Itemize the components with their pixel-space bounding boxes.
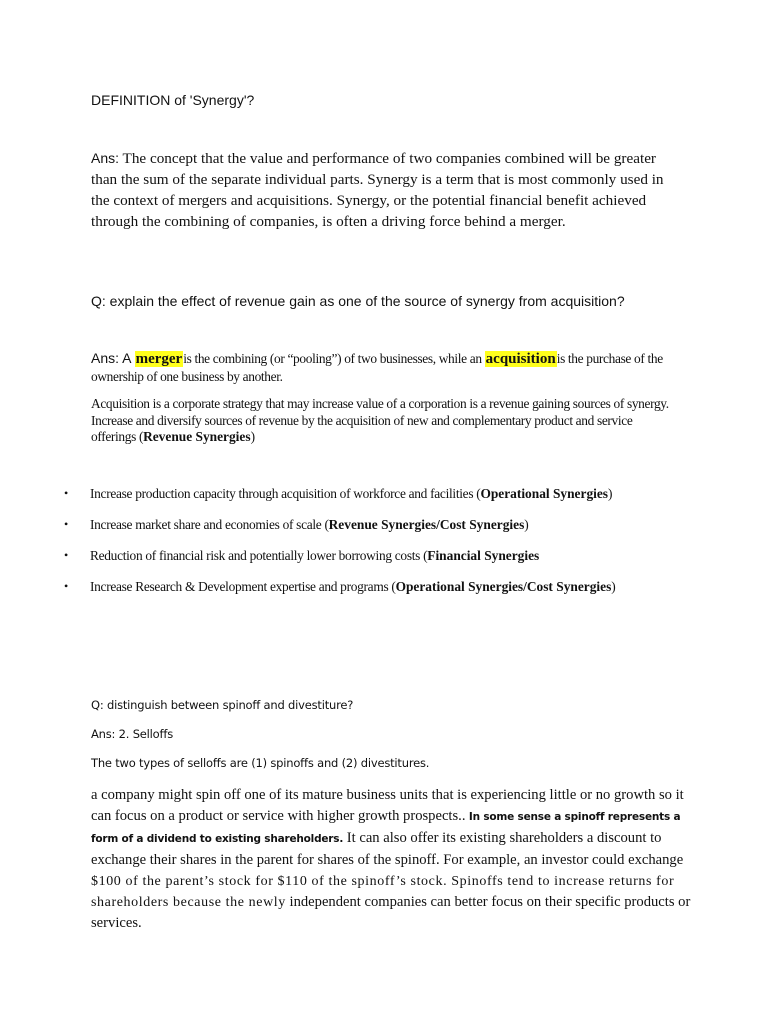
answer-merger-acquisition [91,350,671,385]
highlight-merger: merger [135,351,183,367]
spinoff-mono-text: $100 of the parent’s stock for $110 of the spinoff’s stock. Spinoffs tend to increase returns for shareholders because the newly [91,874,675,910]
synergy-bullet-list [64,478,664,602]
bullet-bold: Operational Synergies [480,486,609,501]
bullet-icon: • [64,486,68,500]
highlight-acquisition: acquisition [485,351,556,367]
bullet-bold: Revenue Synergies/Cost Synergies [328,517,525,532]
spinoff-text-3: independent companies can better focus on their specific products or services. [91,894,691,931]
bullet-bold: Operational Synergies/Cost Synergies [395,579,612,594]
bullet-close: ) [524,517,529,532]
acquisition-paragraph [91,396,671,446]
spinoff-small-text: In some sense a spinoff represents a form of a dividend to existing shareholders. [91,811,681,845]
spinoff-paragraph [91,785,691,934]
page-title: DEFINITION of 'Synergy'? [91,92,255,108]
list-item [64,478,664,509]
question-revenue-gain: Q: explain the effect of revenue gain as one of the source of synergy from acquisition? [91,293,625,309]
answer-text: The concept that the value and performance of two companies combined will be greater than the sum of the separate individual parts. Synergy is a term that is most commonly used in the context of mergers and acquisitions. Synergy, or the potential financial benefit achieved through the combining of companies, is often a driving force behind a merger. [91,150,664,230]
selloffs-types: The two types of selloffs are (1) spinoffs and (2) divestitures. [91,756,430,770]
list-item [64,509,664,540]
bullet-icon: • [64,548,68,562]
answer-end-text: is the purchase of the ownership of one business by another. [91,351,663,384]
bullet-bold: Financial Synergies [427,548,540,563]
bullet-icon: • [64,517,68,531]
answer-label: Ans: A [91,350,135,366]
spinoff-text-1: a company might spin off one of its mature business units that is experiencing little or no growth so it can focus on a product or service with higher growth prospects.. [91,787,684,824]
acquisition-close: ) [250,429,255,444]
acquisition-bold: Revenue Synergies [143,429,251,444]
spinoff-text-2: It can also offer its existing shareholders a discount to exchange their shares in the parent for shares of the spinoff. For example, an investor could exchange [91,830,684,868]
bullet-close: ) [608,486,613,501]
answer-middle-text: is the combining (or “pooling”) of two businesses, while an [183,351,485,366]
bullet-text: Increase market share and economies of scale ( [90,517,329,532]
list-item [64,571,664,602]
answer-synergy-definition [91,148,681,232]
bullet-text: Increase production capacity through acquisition of workforce and facilities ( [90,486,481,501]
answer-label: Ans: [91,150,120,166]
bullet-text: Increase Research & Development expertise and programs ( [90,579,396,594]
bullet-icon: • [64,579,68,593]
acquisition-text: Acquisition is a corporate strategy that may increase value of a corporation is a revenue gaining sources of synergy. Increase and diversify sources of revenue by the acquisition of new and complementary product and service offerings ( [91,396,669,444]
question-spinoff-divestiture: Q: distinguish between spinoff and divestiture? [91,698,354,712]
list-item [64,540,664,571]
answer-selloffs: Ans: 2. Selloffs [91,727,173,741]
bullet-close: ) [611,579,616,594]
bullet-text: Reduction of financial risk and potentially lower borrowing costs ( [90,548,428,563]
